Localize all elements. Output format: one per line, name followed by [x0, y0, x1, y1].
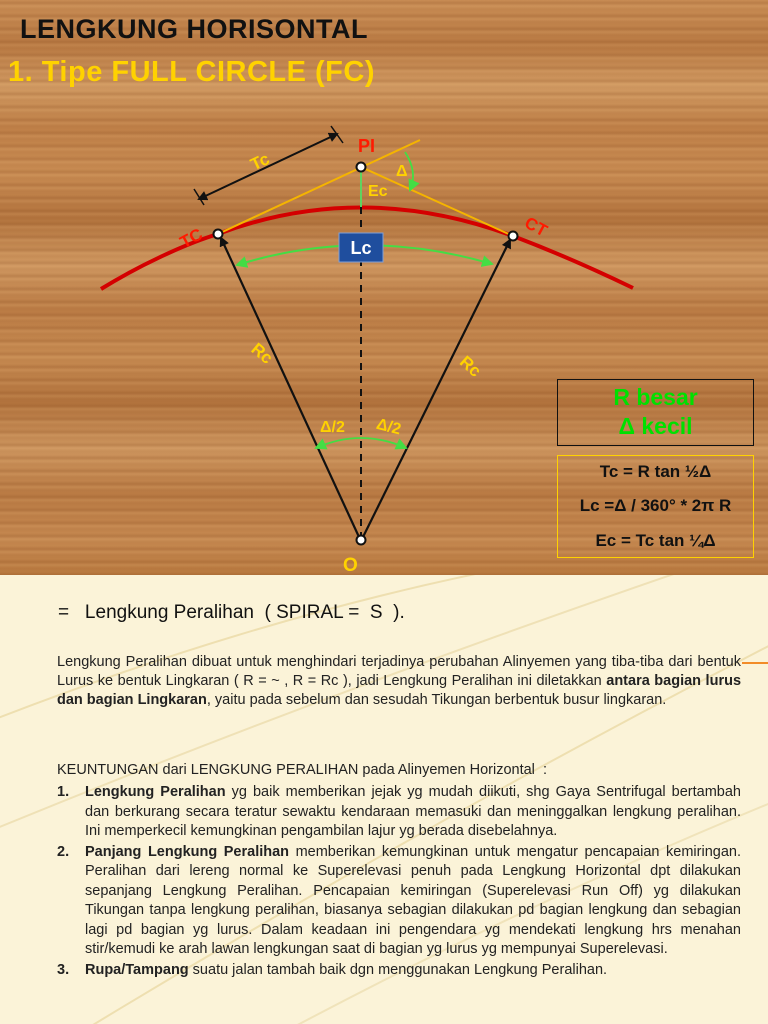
center-point — [357, 536, 366, 545]
list-item-text: suatu jalan tambah baik dgn menggunakan Lengkung Peralihan. — [188, 961, 608, 978]
slide-subtitle: 1. Tipe FULL CIRCLE (FC) — [8, 56, 375, 88]
intro-paragraph — [57, 653, 741, 710]
rc-left-label: Rc — [247, 339, 277, 368]
advantages-heading-4: pada Alinyemen Horizontal : — [358, 762, 547, 778]
list-item — [57, 843, 741, 960]
list-item-number: 3. — [57, 961, 70, 978]
list-item — [57, 783, 741, 842]
tc-extension-right — [331, 126, 343, 143]
tc-tangent-label: Tc — [247, 149, 273, 175]
advantages-heading-1: KEUNTUNGAN — [57, 762, 159, 778]
tc-point — [214, 230, 223, 239]
rule-box — [557, 379, 754, 446]
tangent-left — [218, 140, 420, 234]
list-item-term: Panjang Lengkung Peralihan — [85, 843, 290, 860]
list-item-text: memberikan kemungkinan untuk mengatur pencapaian kemiringan. Peralihan dari lereng normal ke Superelevasi penuh pada Lengkung Horizontal dpt dilakukan sepanjang Lengkung Peralihan. Pencapaian kemiringan (Superelevasi Run Off) yg dilakukan Tikungan tanpa lengkung peralihan, biasanya sebagian dilakukan pd bagian lengkung dan sebagian lagi pd bagian yg lurus. Dalam keadaan ini pengendara yg mendekati lengkung hrs menahan stir/kemudi ke arah lawan lengkungan saat di bagian yg lurus yg mempunyai Superelevasi. — [85, 843, 741, 957]
advantages-list — [57, 783, 741, 981]
text-panel — [0, 575, 768, 1024]
rule-line-2: Δ kecil — [618, 413, 693, 439]
lc-label: Lc — [350, 238, 372, 258]
ec-label: Ec — [368, 183, 388, 200]
list-item-term: Lengkung Peralihan — [85, 784, 226, 800]
formula-ec: Ec = Tc tan ¼Δ — [595, 531, 716, 550]
formula-box — [557, 455, 754, 558]
ct-point-label: CT — [521, 213, 551, 241]
advantages-heading-3: LENGKUNG PERALIHAN — [190, 762, 359, 778]
tangent-right — [361, 167, 513, 236]
pi-point — [357, 163, 366, 172]
advantages-heading — [57, 762, 547, 778]
intro-text-2: , yaitu pada sebelum dan sesudah Tikungan berbentuk busur lingkaran. — [206, 692, 667, 708]
half-delta-left-label: Δ/2 — [320, 419, 345, 436]
list-item-term: Rupa/Tampang — [85, 961, 189, 978]
advantages-heading-2: dari — [158, 762, 191, 778]
tc-point-label: TC — [176, 224, 206, 253]
ct-point — [509, 232, 518, 241]
formula-lc: Lc =Δ / 360° * 2π R — [579, 496, 732, 515]
section-heading: = Lengkung Peralihan ( SPIRAL = S ). — [58, 602, 405, 623]
list-item-number: 2. — [57, 843, 70, 860]
radius-left — [221, 238, 359, 537]
slide-title: LENGKUNG HORISONTAL — [20, 14, 368, 44]
list-item-text: yg baik memberikan jejak yg mudah diikuti, shg Gaya Sentrifugal bertambah dan berkurang secara teratur sewaktu kendaraan memasuki dan meninggalkan lengkung peralihan. Ini memperkecil kemungkinan pengambilan lajur yg berada disebelahnya. — [85, 784, 741, 839]
pi-label: PI — [358, 136, 376, 156]
intro-text-bold: antara bagian lurus dan bagian Lingkaran — [57, 673, 742, 708]
rc-right-label: Rc — [455, 352, 485, 381]
delta-label: Δ — [396, 163, 408, 180]
formula-tc: Tc = R tan ½Δ — [599, 462, 712, 481]
center-label: O — [343, 555, 358, 575]
accent-line — [742, 662, 768, 664]
radius-right — [363, 240, 510, 537]
rule-line-1: R besar — [613, 384, 698, 410]
list-item — [57, 961, 741, 981]
list-item-number: 1. — [57, 784, 70, 800]
half-delta-right-label: Δ/2 — [374, 415, 403, 439]
intro-text-1: Lengkung Peralihan dibuat untuk menghindari terjadinya perubahan Alinyemen yang tiba-tiba dari bentuk Lurus ke bentuk Lingkaran ( R = ~ , R = Rc ), jadi Lengkung Peralihan ini diletakkan — [57, 654, 741, 689]
